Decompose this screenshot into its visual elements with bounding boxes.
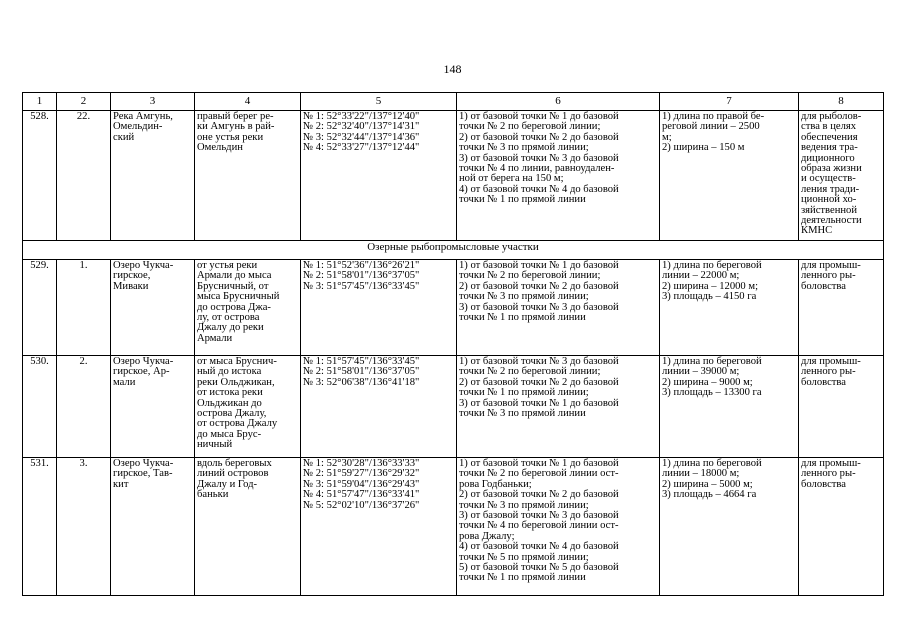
section-title: Озерные рыбопромысловые участки [23, 241, 884, 260]
area-size-line: 2) ширина – 12000 м; [662, 280, 759, 292]
area-size-line: линии – 22000 м; [662, 270, 740, 282]
area-purpose-line: ленного ры- [801, 468, 856, 480]
area-location-line: Брусничный, от [197, 280, 269, 292]
boundary-description [457, 458, 660, 596]
area-name-line: мали [113, 376, 136, 388]
sub-number: 22. [57, 111, 111, 241]
area-purpose-line: ленного ры- [801, 366, 856, 378]
base-points-coords-line: № 2: 51°59'27"/136°29'32" [303, 468, 420, 480]
area-location-line: Омельдин [197, 142, 243, 154]
table-row [23, 260, 884, 356]
row-number: 530. [23, 356, 57, 458]
area-name [111, 260, 195, 356]
area-purpose-line: ведения тра- [801, 142, 858, 154]
boundary-description-line: 1) от базовой точки № 1 до базовой [459, 111, 619, 122]
header-col-2: 2 [57, 93, 111, 111]
boundary-description-line: точки № 3 по прямой линии; [459, 291, 589, 303]
base-points-coords-line: № 2: 51°58'01"/136°37'05" [303, 366, 420, 378]
area-name [111, 356, 195, 458]
area-location [195, 111, 301, 241]
area-purpose-line: ления тради- [801, 183, 860, 195]
area-location-line: баньки [197, 489, 229, 501]
area-location-line: ничный [197, 439, 233, 451]
area-purpose-line: образа жизни [801, 163, 862, 175]
area-size [660, 111, 799, 241]
area-name-line: Миваки [113, 280, 149, 292]
section-row [23, 241, 884, 260]
area-location-line: оне устья реки [197, 131, 264, 143]
boundary-description-line: точки № 3 по прямой линии [459, 408, 586, 420]
area-size-line: 2) ширина – 5000 м; [662, 478, 753, 490]
area-purpose-line: для промыш- [801, 458, 861, 469]
header-col-3: 3 [111, 93, 195, 111]
area-location-line: Ольджикан до [197, 397, 262, 409]
lake-section [23, 241, 884, 260]
area-size-line: 1) длина по береговой [662, 356, 762, 367]
boundary-description-line: точки № 4 по линии, равноудален- [459, 163, 615, 175]
area-location-line: ки Амгунь в рай- [197, 121, 275, 133]
boundary-description-line: 3) от базовой точки № 3 до базовой [459, 301, 619, 313]
header-col-6: 6 [457, 93, 660, 111]
base-points-coords-line: № 1: 52°30'28"/136°33'33" [303, 458, 420, 469]
area-location-line: ный до истока [197, 366, 262, 378]
boundary-description-line: 4) от базовой точки № 4 до базовой [459, 183, 619, 195]
boundary-description-line: 2) от базовой точки № 2 до базовой [459, 131, 619, 143]
area-name-line: гирское, Тав- [113, 468, 173, 480]
base-points-coords-line: № 2: 51°58'01"/136°37'05" [303, 270, 420, 282]
area-location-line: от истока реки [197, 387, 263, 399]
boundary-description [457, 111, 660, 241]
row-number: 529. [23, 260, 57, 356]
boundary-description-line: точки № 2 по береговой линии ост- [459, 468, 619, 480]
base-points-coords-line: № 2: 52°32'40"/137°14'31" [303, 121, 420, 133]
area-location [195, 458, 301, 596]
base-points-coords-line: № 3: 51°57'45"/136°33'45" [303, 280, 420, 292]
boundary-description-line: 1) от базовой точки № 3 до базовой [459, 356, 619, 367]
page-number: 148 [443, 62, 462, 76]
sub-number: 3. [57, 458, 111, 596]
boundary-description-line: рова Джалу; [459, 530, 515, 542]
area-location-line: правый берег ре- [197, 111, 274, 122]
area-location-line: Армали [197, 332, 233, 344]
area-purpose-line: ленного ры- [801, 270, 856, 282]
base-points-coords [301, 111, 457, 241]
area-purpose-line: деятельности [801, 215, 862, 227]
boundary-description-line: 3) от базовой точки № 1 до базовой [459, 397, 619, 409]
area-size-line: м; [662, 131, 672, 143]
header-col-5: 5 [301, 93, 457, 111]
area-location-line: лу, от острова [197, 312, 260, 324]
area-purpose-line: и осуществ- [801, 173, 856, 185]
boundary-description-line: точки № 4 по береговой линии ост- [459, 520, 619, 532]
area-purpose-line: для рыболов- [801, 111, 862, 122]
boundary-description-line: точки № 5 по прямой линии; [459, 551, 589, 563]
boundary-description [457, 260, 660, 356]
area-location [195, 260, 301, 356]
header-col-1: 1 [23, 93, 57, 111]
base-points-coords-line: № 5: 52°02'10"/136°37'26" [303, 499, 420, 511]
base-points-coords-line: № 4: 52°33'27"/137°12'44" [303, 142, 420, 154]
area-purpose-line: диционного [801, 152, 855, 164]
boundary-description-line: точки № 1 по прямой линии; [459, 387, 589, 399]
boundary-description-line: ной от берега на 150 м; [459, 173, 564, 185]
area-location-line: от острова Джалу [197, 418, 278, 430]
area-location-line: до острова Джа- [197, 301, 271, 313]
area-size-line: 1) длина по береговой [662, 260, 762, 271]
boundary-description-line: рова Годбаньки; [459, 478, 532, 490]
table-row [23, 458, 884, 596]
area-size-line: линии – 39000 м; [662, 366, 740, 378]
boundary-description-line: 5) от базовой точки № 5 до базовой [459, 562, 619, 574]
base-points-coords-line: № 4: 51°57'47"/136°33'41" [303, 489, 420, 501]
area-name-line: гирское, [113, 270, 151, 282]
area-purpose [799, 458, 884, 596]
area-name-line: кит [113, 478, 129, 490]
boundary-description-line: точки № 2 по береговой линии; [459, 121, 601, 133]
boundary-description-line: 1) от базовой точки № 1 до базовой [459, 260, 619, 271]
area-location-line: линий островов [197, 468, 269, 480]
area-size-line: 2) ширина – 9000 м; [662, 376, 753, 388]
area-size-line: 1) длина по береговой [662, 458, 762, 469]
boundary-description-line: точки № 3 по прямой линии; [459, 142, 589, 154]
area-purpose-line: обеспечения [801, 131, 858, 143]
area-size-line: реговой линии – 2500 [662, 121, 760, 133]
area-purpose-line: для промыш- [801, 260, 861, 271]
area-purpose-line: КМНС [801, 225, 833, 237]
base-points-coords-line: № 1: 51°52'36"/136°26'21" [303, 260, 420, 271]
lake-areas-block [23, 260, 884, 596]
boundary-description [457, 356, 660, 458]
area-size-line: 3) площадь – 4150 га [662, 291, 757, 303]
area-purpose-line: зяйственной [801, 204, 858, 216]
area-purpose [799, 260, 884, 356]
area-location-line: вдоль береговых [197, 458, 272, 469]
area-name [111, 458, 195, 596]
area-size [660, 458, 799, 596]
header-col-8: 8 [799, 93, 884, 111]
boundary-description-line: 2) от базовой точки № 2 до базовой [459, 489, 619, 501]
fishing-areas-table [22, 92, 884, 596]
row-number: 531. [23, 458, 57, 596]
area-size-line: 1) длина по правой бе- [662, 111, 765, 122]
base-points-coords-line: № 3: 52°32'44"/137°14'36" [303, 131, 420, 143]
area-location-line: Джалу и Год- [197, 478, 257, 490]
boundary-description-line: 3) от базовой точки № 3 до базовой [459, 152, 619, 164]
header-col-7: 7 [660, 93, 799, 111]
boundary-description-line: точки № 2 по береговой линии; [459, 270, 601, 282]
boundary-description-line: точки № 2 по береговой линии; [459, 366, 601, 378]
area-location-line: до мыса Брус- [197, 428, 262, 440]
area-purpose-line: ционной хо- [801, 194, 857, 206]
area-name-line: Озеро Чукча- [113, 356, 174, 367]
base-points-coords-line: № 1: 51°57'45"/136°33'45" [303, 356, 420, 367]
sub-number: 1. [57, 260, 111, 356]
boundary-description-line: точки № 1 по прямой линии [459, 194, 586, 206]
boundary-description-line: 1) от базовой точки № 1 до базовой [459, 458, 619, 469]
sub-number: 2. [57, 356, 111, 458]
area-purpose-line: для промыш- [801, 356, 861, 367]
area-location-line: Джалу до реки [197, 322, 264, 334]
area-location-line: острова Джалу, [197, 408, 267, 420]
area-location [195, 356, 301, 458]
area-name-line: ский [113, 131, 135, 143]
boundary-description-line: 4) от базовой точки № 4 до базовой [459, 541, 619, 553]
header-col-4: 4 [195, 93, 301, 111]
area-purpose [799, 111, 884, 241]
base-points-coords [301, 356, 457, 458]
area-location-line: от мыса Бруснич- [197, 356, 277, 367]
boundary-description-line: точки № 1 по прямой линии [459, 572, 586, 584]
base-points-coords-line: № 1: 52°33'22"/137°12'40" [303, 111, 420, 122]
area-location-line: реки Ольджикан, [197, 376, 275, 388]
area-purpose-line: боловства [801, 280, 846, 292]
header-row [23, 93, 884, 111]
table-row [23, 356, 884, 458]
boundary-description-line: 3) от базовой точки № 3 до базовой [459, 510, 619, 522]
area-location-line: от устья реки [197, 260, 258, 271]
boundary-description-line: 2) от базовой точки № 2 до базовой [459, 280, 619, 292]
area-purpose-line: ства в целях [801, 121, 857, 133]
area-name-line: гирское, Ар- [113, 366, 170, 378]
area-location-line: Армали до мыса [197, 270, 272, 282]
area-name-line: Омельдин- [113, 121, 163, 133]
area-size-line: 2) ширина – 150 м [662, 142, 745, 154]
boundary-description-line: точки № 3 по прямой линии; [459, 499, 589, 511]
base-points-coords-line: № 3: 52°06'38"/136°41'18" [303, 376, 420, 388]
area-name-line: Озеро Чукча- [113, 458, 174, 469]
base-points-coords [301, 458, 457, 596]
base-points-coords-line: № 3: 51°59'04"/136°29'43" [303, 478, 420, 490]
area-size-line: линии – 18000 м; [662, 468, 740, 480]
boundary-description-line: точки № 1 по прямой линии [459, 312, 586, 324]
river-areas-block [23, 111, 884, 241]
area-purpose-line: боловства [801, 376, 846, 388]
area-name-line: Река Амгунь, [113, 111, 173, 122]
area-size-line: 3) площадь – 4664 га [662, 489, 757, 501]
area-size-line: 3) площадь – 13300 га [662, 387, 762, 399]
area-name-line: Озеро Чукча- [113, 260, 174, 271]
row-number: 528. [23, 111, 57, 241]
base-points-coords [301, 260, 457, 356]
area-purpose-line: боловства [801, 478, 846, 490]
area-location-line: мыса Брусничный [197, 291, 280, 303]
area-name [111, 111, 195, 241]
area-purpose [799, 356, 884, 458]
table-row [23, 111, 884, 241]
area-size [660, 356, 799, 458]
boundary-description-line: 2) от базовой точки № 2 до базовой [459, 376, 619, 388]
area-size [660, 260, 799, 356]
